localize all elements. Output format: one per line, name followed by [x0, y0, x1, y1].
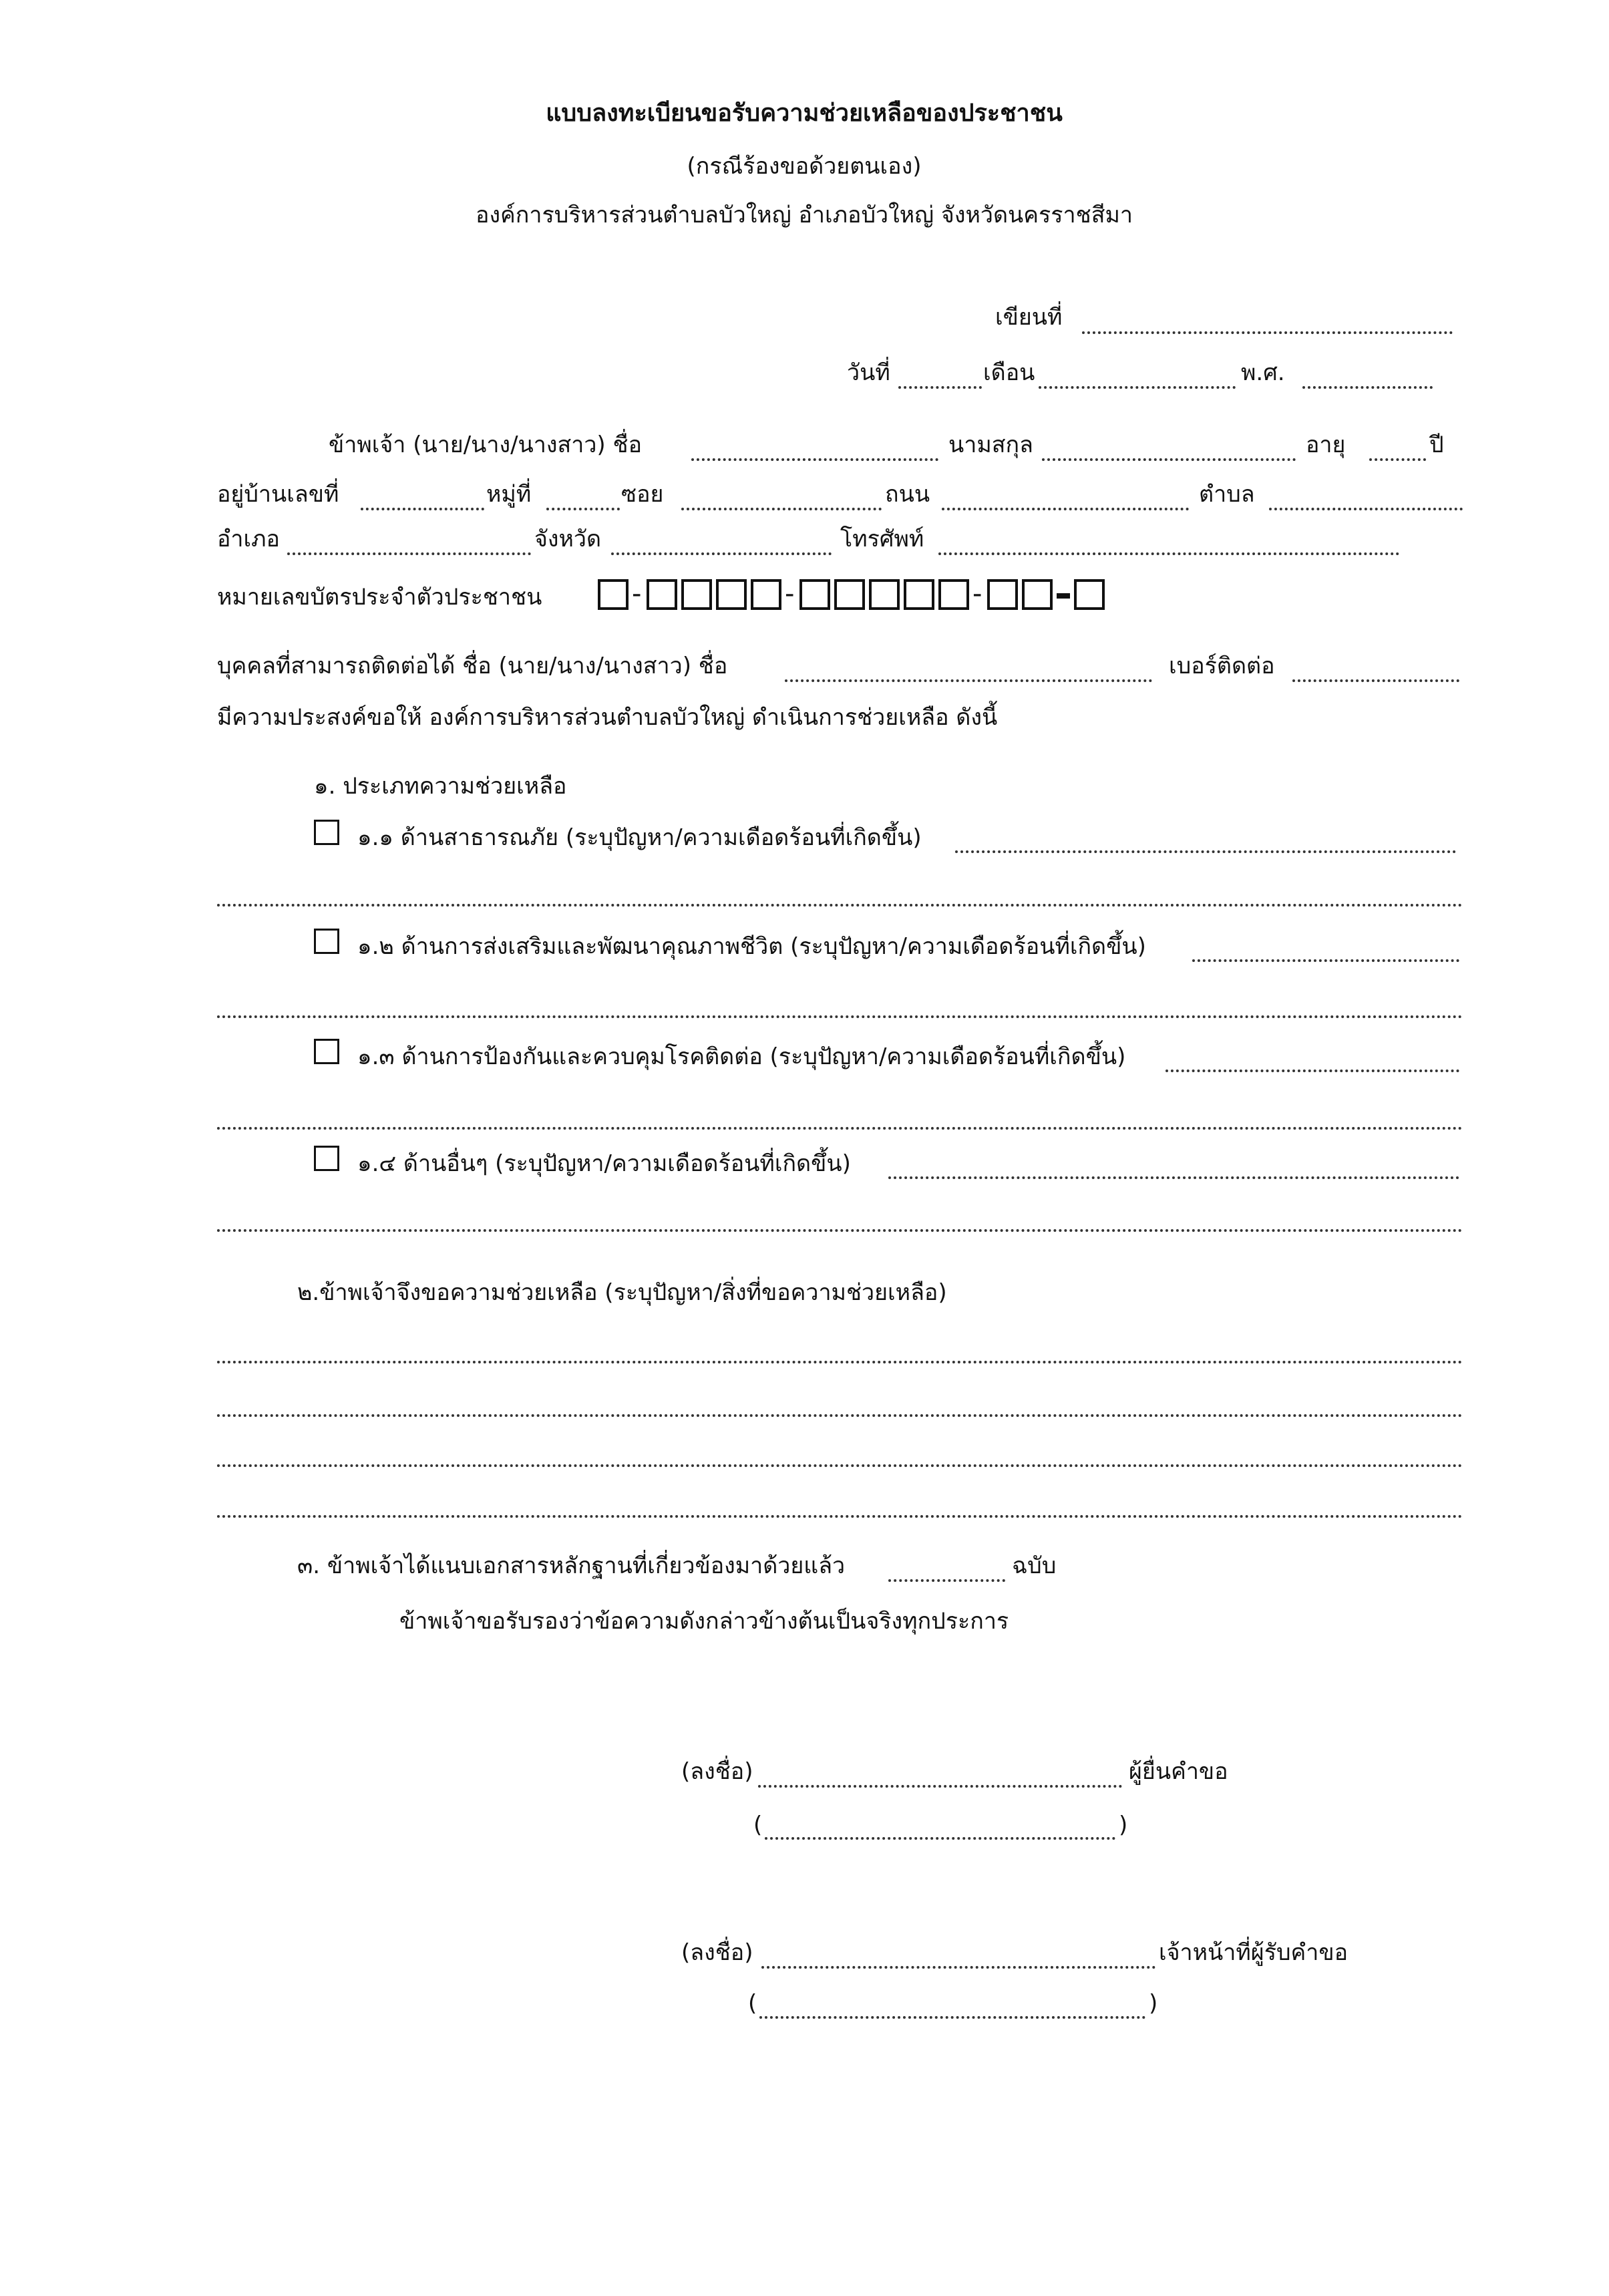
contact-phone-label: เบอร์ติดต่อ [1169, 653, 1275, 679]
tambon-label: ตำบล [1199, 481, 1255, 508]
id-digit-box[interactable] [869, 579, 900, 610]
applicant-signature-field[interactable] [758, 1785, 1122, 1788]
amphoe-label: อำเภอ [217, 526, 280, 552]
soi-field[interactable] [681, 508, 882, 510]
id-digit-box[interactable] [799, 579, 830, 610]
section3-attach: ๓. ข้าพเจ้าได้แนบเอกสารหลักฐานที่เกี่ยวข้องมาด้วยแล้ว [297, 1552, 846, 1579]
contact-label: บุคคลที่สามารถติดต่อได้ ชื่อ (นาย/นาง/นางสาว) ชื่อ [217, 653, 728, 679]
option-2-extra-line[interactable] [217, 1015, 1463, 1018]
officer-signature-field[interactable] [761, 1966, 1155, 1969]
written-at-field[interactable] [1082, 331, 1453, 334]
amphoe-field[interactable] [287, 552, 531, 555]
section2-line-2[interactable] [217, 1414, 1463, 1417]
road-label: ถนน [885, 481, 930, 508]
phone-field[interactable] [938, 552, 1399, 555]
copies-unit: ฉบับ [1012, 1552, 1057, 1579]
option-3-checkbox[interactable] [314, 1039, 339, 1064]
province-label: จังหวัด [534, 526, 602, 552]
id-card-label: หมายเลขบัตรประจำตัวประชาชน [217, 584, 542, 611]
option-1-extra-line[interactable] [217, 904, 1463, 907]
applicant-printed-name-field[interactable] [765, 1837, 1115, 1840]
month-label: เดือน [983, 359, 1035, 386]
section2-line-4[interactable] [217, 1515, 1463, 1518]
form-title: แบบลงทะเบียนขอรับความช่วยเหลือของประชาชน [546, 100, 1063, 127]
id-digit-box[interactable] [834, 579, 865, 610]
contact-name-field[interactable] [785, 679, 1152, 682]
section2-heading: ๒.ข้าพเจ้าจึงขอความช่วยเหลือ (ระบุปัญหา/สิ่งที่ขอความช่วยเหลือ) [297, 1279, 947, 1306]
organization-line: องค์การบริหารส่วนตำบลบัวใหญ่ อำเภอบัวใหญ่ จังหวัดนครราชสีมา [476, 202, 1133, 228]
written-at-label: เขียนที่ [995, 304, 1063, 331]
section1-heading: ๑. ประเภทความช่วยเหลือ [314, 773, 567, 800]
age-unit: ปี [1429, 432, 1444, 458]
id-digit-box[interactable] [938, 579, 969, 610]
id-digit-box[interactable] [647, 579, 677, 610]
option-3-label: ๑.๓ ด้านการป้องกันและควบคุมโรคติดต่อ (ระบุปัญหา/ความเดือดร้อนที่เกิดขึ้น) [357, 1043, 1126, 1070]
officer-printed-name-field[interactable] [759, 2016, 1145, 2019]
date-label: วันที่ [847, 359, 890, 386]
officer-role: เจ้าหน้าที่ผู้รับคำขอ [1159, 1939, 1349, 1966]
moo-label: หมู่ที่ [486, 481, 532, 508]
option-4-field[interactable] [888, 1176, 1459, 1179]
applicant-paren-close: ) [1119, 1812, 1128, 1838]
road-field[interactable] [942, 508, 1189, 510]
province-field[interactable] [611, 552, 832, 555]
age-field[interactable] [1369, 458, 1426, 461]
officer-paren-open: ( [748, 1990, 757, 2017]
section2-line-3[interactable] [217, 1464, 1463, 1467]
option-2-checkbox[interactable] [314, 929, 339, 954]
option-1-checkbox[interactable] [314, 820, 339, 845]
tambon-field[interactable] [1269, 508, 1463, 510]
form-subtitle: (กรณีร้องขอด้วยตนเอง) [687, 153, 922, 180]
id-digit-box[interactable] [904, 579, 934, 610]
option-1-label: ๑.๑ ด้านสาธารณภัย (ระบุปัญหา/ความเดือดร้อนที่เกิดขึ้น) [357, 824, 922, 851]
id-digit-box[interactable] [598, 579, 629, 610]
age-label: อายุ [1306, 432, 1346, 458]
request-line: มีความประสงค์ขอให้ องค์การบริหารส่วนตำบลบัวใหญ่ ดำเนินการช่วยเหลือ ดังนี้ [217, 704, 998, 731]
option-2-field[interactable] [1192, 959, 1459, 962]
option-4-extra-line[interactable] [217, 1229, 1463, 1232]
officer-paren-close: ) [1149, 1990, 1158, 2017]
id-digit-box[interactable] [1074, 579, 1105, 610]
option-2-label: ๑.๒ ด้านการส่งเสริมและพัฒนาคุณภาพชีวิต (ระบุปัญหา/ความเดือดร้อนที่เกิดขึ้น) [357, 933, 1146, 960]
option-4-label: ๑.๔ ด้านอื่นๆ (ระบุปัญหา/ความเดือดร้อนที่เกิดขึ้น) [357, 1150, 851, 1177]
copies-field[interactable] [888, 1579, 1005, 1582]
year-field[interactable] [1302, 386, 1433, 389]
option-3-extra-line[interactable] [217, 1127, 1463, 1130]
id-digit-box[interactable] [1022, 579, 1053, 610]
section2-line-1[interactable] [217, 1361, 1463, 1363]
month-field[interactable] [1039, 386, 1236, 389]
moo-field[interactable] [546, 508, 620, 510]
option-4-checkbox[interactable] [314, 1146, 339, 1171]
id-digit-box[interactable] [681, 579, 712, 610]
option-3-field[interactable] [1166, 1070, 1459, 1072]
phone-label: โทรศัพท์ [840, 526, 924, 552]
id-digit-box[interactable] [716, 579, 747, 610]
id-digit-box[interactable] [751, 579, 781, 610]
applicant-paren-open: ( [753, 1812, 763, 1838]
house-no-field[interactable] [361, 508, 484, 510]
applicant-name-label: ข้าพเจ้า (นาย/นาง/นางสาว) ชื่อ [329, 432, 642, 458]
year-label: พ.ศ. [1241, 359, 1285, 386]
contact-phone-field[interactable] [1292, 679, 1459, 682]
certify-statement: ข้าพเจ้าขอรับรองว่าข้อความดังกล่าวข้างต้นเป็นจริงทุกประการ [399, 1608, 1009, 1635]
date-field[interactable] [898, 386, 982, 389]
first-name-field[interactable] [691, 458, 938, 461]
soi-label: ซอย [621, 481, 664, 508]
applicant-sign-label: (ลงชื่อ) [681, 1758, 753, 1785]
option-1-field[interactable] [955, 850, 1456, 853]
surname-label: นามสกุล [948, 432, 1033, 458]
id-digit-box[interactable] [987, 579, 1018, 610]
officer-sign-label: (ลงชื่อ) [681, 1939, 753, 1966]
house-no-label: อยู่บ้านเลขที่ [217, 481, 339, 508]
applicant-role: ผู้ยื่นคำขอ [1129, 1758, 1228, 1785]
surname-field[interactable] [1042, 458, 1296, 461]
